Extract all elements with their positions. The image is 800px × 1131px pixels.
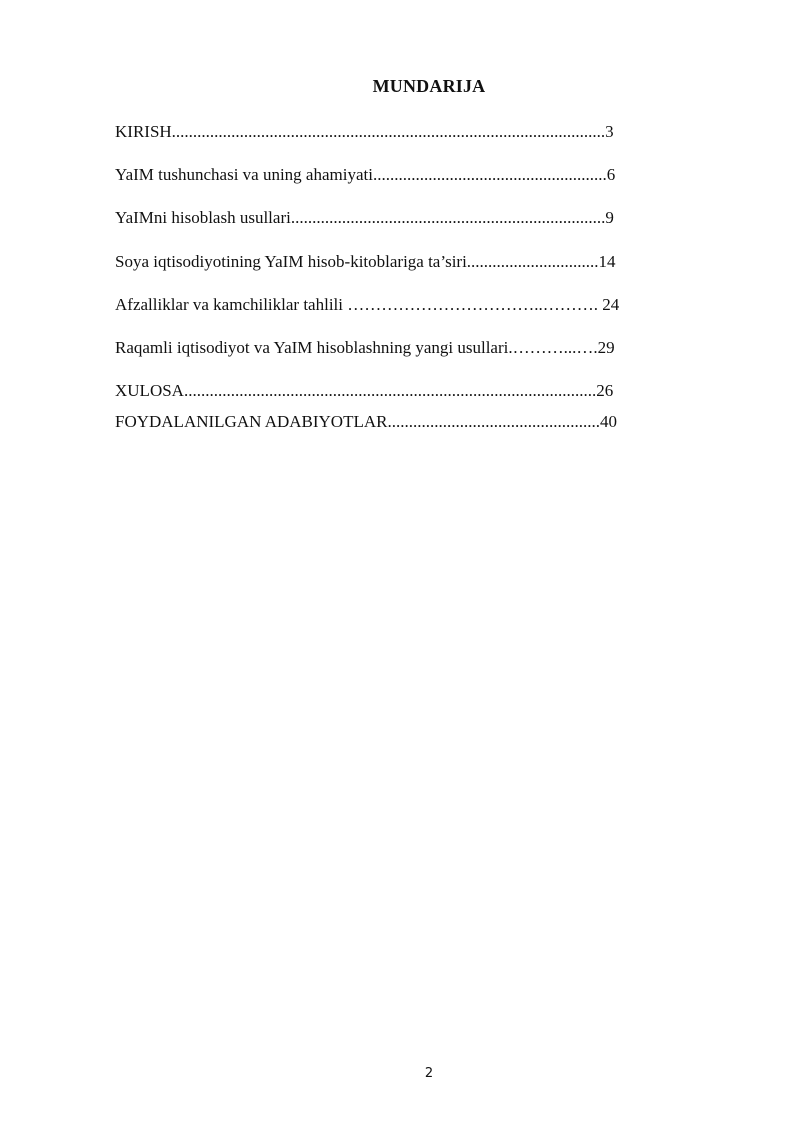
toc-entry-raqamli-iqtisodiyot[interactable]: Raqamli iqtisodiyot va YaIM hisoblashning yangi usullari.………...….29 bbox=[115, 338, 615, 357]
toc-entry-adabiyotlar[interactable]: FOYDALANILGAN ADABIYOTLAR..................................................40 bbox=[115, 412, 617, 431]
toc-entry-xulosa[interactable]: XULOSA.................................................................................................26 bbox=[115, 381, 614, 400]
toc-entry-kirish[interactable]: KIRISH......................................................................................................3 bbox=[115, 122, 614, 141]
page-number: 2 bbox=[424, 1066, 434, 1081]
toc-entry-yaim-tushunchasi[interactable]: YaIM tushunchasi va uning ahamiyati.......................................................6 bbox=[115, 165, 616, 184]
toc-entry-soya-iqtisodiyoti[interactable]: Soya iqtisodiyotining YaIM hisob-kitoblariga ta’siri...............................14 bbox=[115, 252, 616, 271]
toc-entry-afzalliklar[interactable]: Afzalliklar va kamchiliklar tahlili ……………………………..………. 24 bbox=[115, 295, 620, 314]
page-title: MUNDARIJA bbox=[372, 76, 486, 96]
toc-entry-yaimni-hisoblash[interactable]: YaIMni hisoblash usullari..........................................................................9 bbox=[115, 208, 614, 227]
